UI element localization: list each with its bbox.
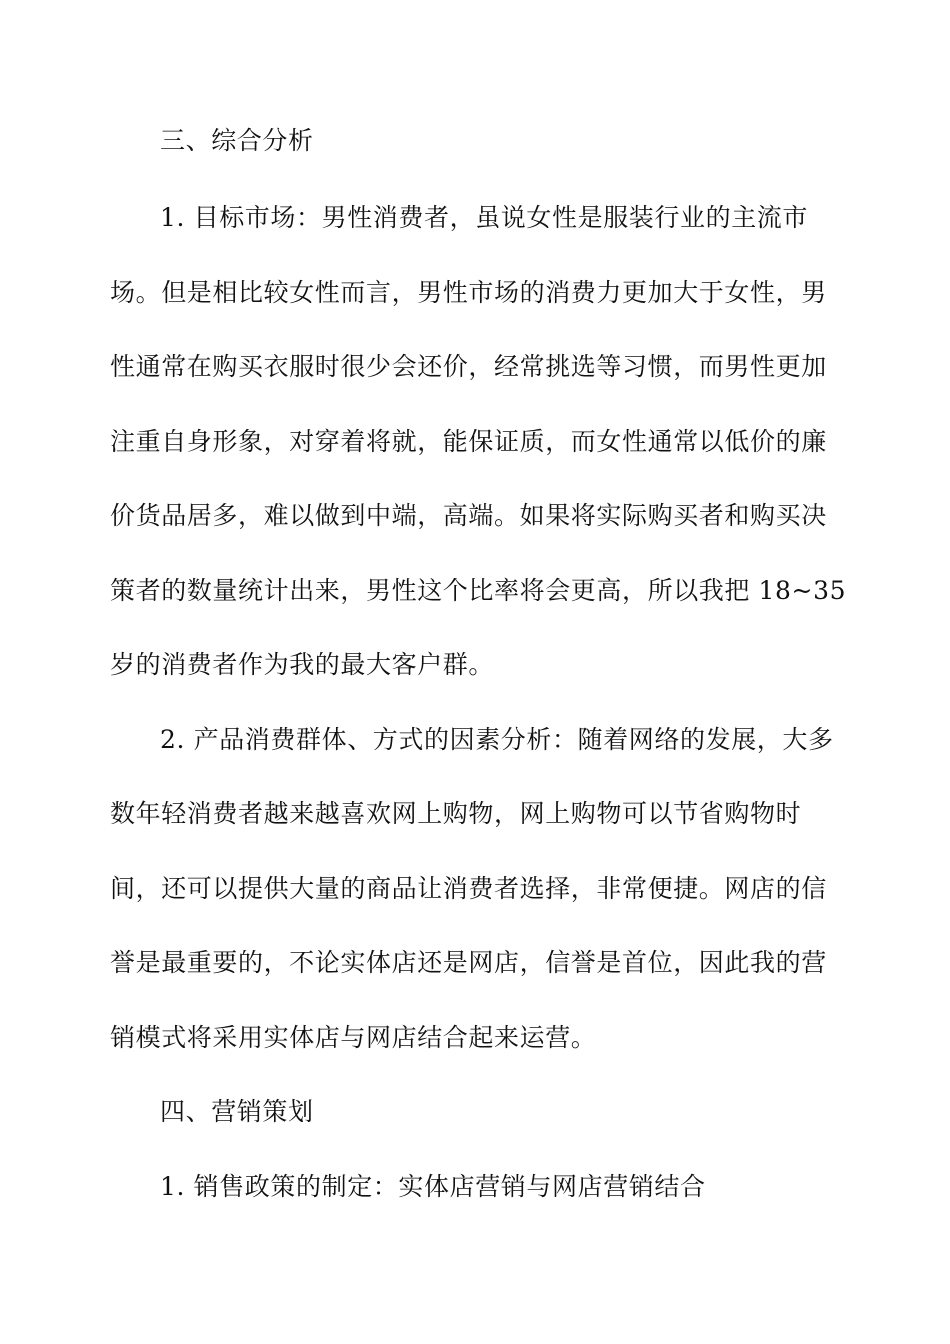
paragraph-line: 场。但是相比较女性而言，男性市场的消费力更加大于女性，男 [110,278,827,307]
paragraph-line: 1. 目标市场：男性消费者，虽说女性是服装行业的主流市 [160,203,809,232]
section-heading-marketing-plan: 四、营销策划 [160,1097,314,1126]
paragraph-line: 价货品居多，难以做到中端，高端。如果将实际购买者和购买决 [110,501,827,530]
paragraph-line: 誉是最重要的，不论实体店还是网店，信誉是首位，因此我的营 [110,948,827,977]
paragraph-line: 数年轻消费者越来越喜欢网上购物，网上购物可以节省购物时 [110,799,802,828]
paragraph-line: 注重自身形象，对穿着将就，能保证质，而女性通常以低价的廉 [110,427,827,456]
paragraph-line: 销模式将采用实体店与网店结合起来运营。 [110,1023,597,1052]
paragraph-line: 2. 产品消费群体、方式的因素分析：随着网络的发展，大多 [160,725,834,754]
paragraph-line: 岁的消费者作为我的最大客户群。 [110,650,495,679]
paragraph-line: 性通常在购买衣服时很少会还价，经常挑选等习惯，而男性更加 [110,352,827,381]
section-heading-comprehensive-analysis: 三、综合分析 [160,126,314,155]
paragraph-line: 间，还可以提供大量的商品让消费者选择，非常便捷。网店的信 [110,874,827,903]
paragraph-line: 策者的数量统计出来，男性这个比率将会更高，所以我把 18~35 [110,576,847,605]
paragraph-line: 1. 销售政策的制定：实体店营销与网店营销结合 [160,1172,706,1201]
